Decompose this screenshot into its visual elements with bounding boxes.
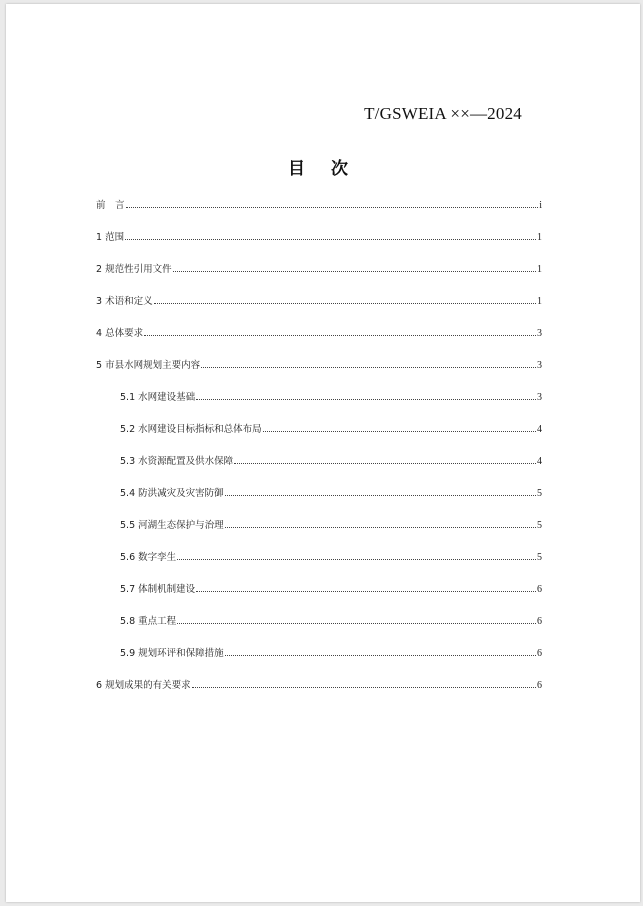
toc-entry-5-6[interactable]: [96, 547, 542, 563]
toc-entry-label: 5.9 规划环评和保障措施: [120, 648, 224, 659]
toc-leader-dots: [234, 463, 536, 464]
table-of-contents: [96, 195, 542, 707]
toc-leader-dots: [125, 239, 536, 240]
toc-entry-page: i: [539, 200, 542, 211]
toc-entry-label: 5.4 防洪减灾及灾害防御: [120, 488, 224, 499]
toc-leader-dots: [196, 399, 536, 400]
toc-entry-label: 4 总体要求: [96, 328, 144, 339]
toc-entry-5-1[interactable]: [96, 387, 542, 403]
toc-entry-5-4[interactable]: [96, 483, 542, 499]
toc-entry-label: 前 言: [96, 200, 125, 211]
document-number: T/GSWEIA ××—2024: [364, 104, 522, 123]
toc-leader-dots: [177, 623, 536, 624]
toc-entry-page: 4: [537, 424, 542, 435]
toc-entry-page: 1: [537, 264, 542, 275]
document-page: [6, 4, 640, 902]
toc-entry-label: 5 市县水网规划主要内容: [96, 360, 201, 371]
toc-leader-dots: [196, 591, 536, 592]
toc-entry-3[interactable]: [96, 291, 542, 307]
toc-entry-page: 4: [537, 456, 542, 467]
toc-entry-5-2[interactable]: [96, 419, 542, 435]
toc-entry-5-3[interactable]: [96, 451, 542, 467]
toc-title: 目 次: [288, 159, 358, 179]
toc-entry-5-7[interactable]: [96, 579, 542, 595]
toc-leader-dots: [173, 271, 536, 272]
toc-entry-5[interactable]: [96, 355, 542, 371]
toc-entry-label: 5.2 水网建设目标指标和总体布局: [120, 424, 262, 435]
toc-entry-page: 6: [537, 584, 542, 595]
toc-entry-page: 6: [537, 680, 542, 691]
toc-leader-dots: [154, 303, 536, 304]
toc-entry-label: 5.8 重点工程: [120, 616, 177, 627]
toc-entry-page: 6: [537, 616, 542, 627]
toc-entry-label: 2 规范性引用文件: [96, 264, 172, 275]
toc-entry-page: 3: [537, 328, 542, 339]
toc-entry-label: 5.5 河湖生态保护与治理: [120, 520, 224, 531]
toc-entry-label: 6 规划成果的有关要求: [96, 680, 191, 691]
toc-entry-1[interactable]: [96, 227, 542, 243]
toc-entry-page: 1: [537, 296, 542, 307]
toc-entry-6[interactable]: [96, 675, 542, 691]
toc-entry-page: 3: [537, 360, 542, 371]
toc-entry-page: 1: [537, 232, 542, 243]
toc-entry-foreword[interactable]: [96, 195, 542, 211]
toc-leader-dots: [192, 687, 536, 688]
toc-entry-label: 3 术语和定义: [96, 296, 153, 307]
toc-entry-page: 6: [537, 648, 542, 659]
toc-leader-dots: [225, 655, 536, 656]
toc-entry-5-8[interactable]: [96, 611, 542, 627]
toc-entry-label: 5.3 水资源配置及供水保障: [120, 456, 234, 467]
toc-leader-dots: [144, 335, 536, 336]
toc-entry-5-5[interactable]: [96, 515, 542, 531]
toc-entry-page: 3: [537, 392, 542, 403]
toc-entry-label: 5.7 体制机制建设: [120, 584, 196, 595]
toc-entry-page: 5: [537, 488, 542, 499]
toc-leader-dots: [177, 559, 536, 560]
toc-leader-dots: [126, 207, 539, 208]
toc-entry-label: 5.1 水网建设基础: [120, 392, 196, 403]
toc-leader-dots: [201, 367, 536, 368]
toc-entry-label: 1 范围: [96, 232, 125, 243]
toc-entry-4[interactable]: [96, 323, 542, 339]
toc-entry-5-9[interactable]: [96, 643, 542, 659]
toc-entry-page: 5: [537, 520, 542, 531]
toc-entry-2[interactable]: [96, 259, 542, 275]
toc-leader-dots: [225, 495, 536, 496]
toc-entry-page: 5: [537, 552, 542, 563]
toc-leader-dots: [263, 431, 536, 432]
toc-entry-label: 5.6 数字孪生: [120, 552, 177, 563]
toc-leader-dots: [225, 527, 536, 528]
